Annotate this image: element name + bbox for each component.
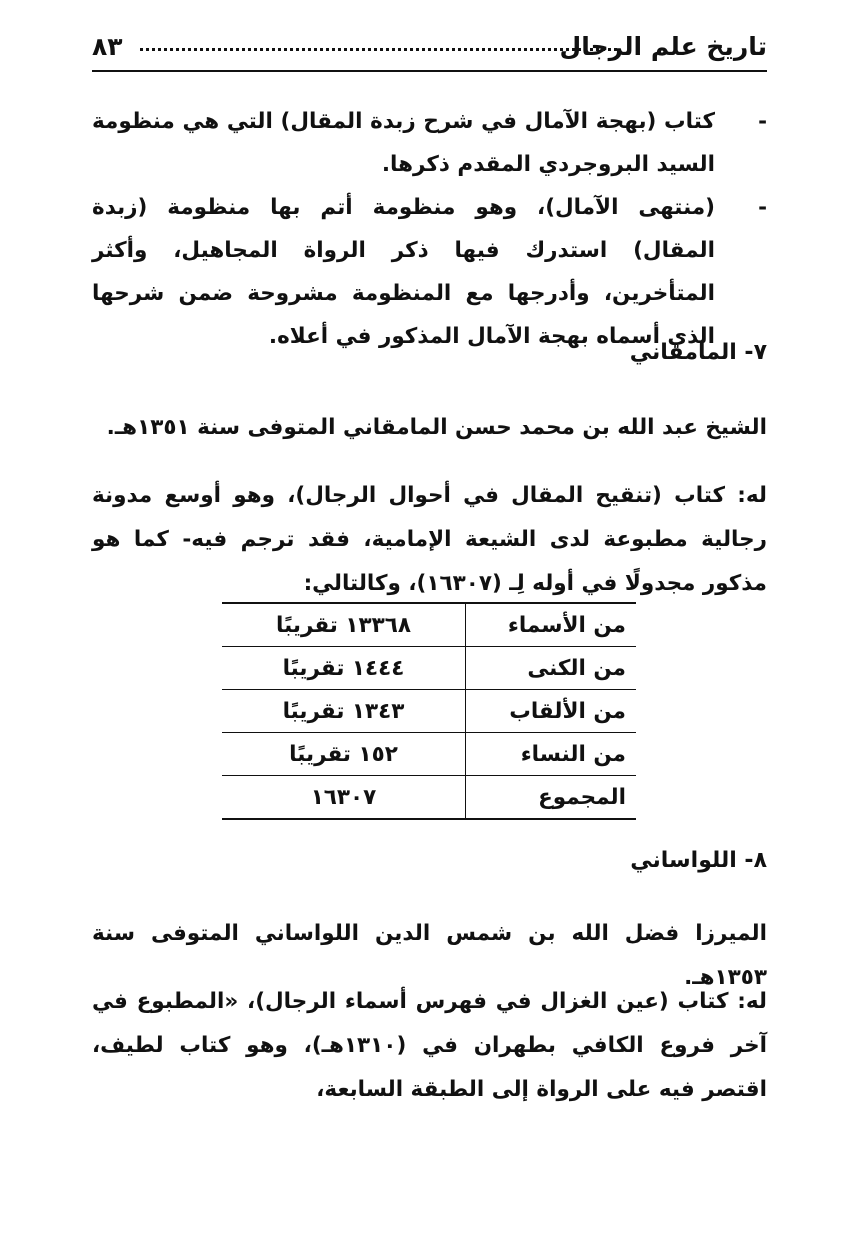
table-cell-value: ١٣٤٣ تقريبًا (222, 690, 466, 733)
section-heading-lawasani: ٨- اللواساني (630, 848, 767, 873)
narrators-count-table (222, 602, 636, 820)
work-description-mamaqani: له: كتاب (تنقيح المقال في أحوال الرجال)، وهو أوسع مدونة رجالية مطبوعة لدى الشيعة الإمامية، فقد ترجم فيه- كما هو مذكور مجدولًا في أوله لِـ (١٦٣٠٧)، وكالتالي: (92, 483, 767, 596)
table-cell-label: من الألقاب (466, 690, 637, 733)
table-row (222, 776, 636, 820)
header-title: تاريخ علم الرجال (559, 32, 767, 61)
table-row (222, 733, 636, 776)
list-item (92, 186, 767, 358)
table-cell-value: ١٣٣٦٨ تقريبًا (222, 603, 466, 647)
table-row (222, 603, 636, 647)
table-cell-label: المجموع (466, 776, 637, 820)
biography-mamaqani: الشيخ عبد الله بن محمد حسن المامقاني المتوفى سنة ١٣٥١هـ. (106, 415, 767, 440)
table-cell-value: ١٤٤٤ تقريبًا (222, 647, 466, 690)
list-item-text: (منتهى الآمال)، وهو منظومة أتم بها منظومة (زبدة المقال) استدرك فيها ذكر الرواة المجاهيل، وأكثر المتأخرين، وأدرجها مع المنظومة مشروحة ضمن شرحها الذي أسماه بهجة الآمال المذكور في أعلاه. (92, 195, 715, 349)
page-number: ٨٣ (92, 32, 123, 61)
table-cell-label: من الأسماء (466, 603, 637, 647)
biography-lawasani: الميرزا فضل الله بن شمس الدين اللواساني المتوفى سنة ١٣٥٣هـ. (92, 921, 767, 990)
bullet-dash: - (758, 109, 767, 134)
table-cell-label: من النساء (466, 733, 637, 776)
bullet-dash: - (758, 195, 767, 220)
header-dot-leader (140, 48, 617, 51)
table-row (222, 647, 636, 690)
section-heading-mamaqani: ٧- المامقاني (629, 340, 767, 365)
table-cell-label: من الكنى (466, 647, 637, 690)
table-row (222, 690, 636, 733)
bullet-list (92, 100, 767, 358)
running-header (92, 30, 767, 72)
work-description-lawasani: له: كتاب (عين الغزال في فهرس أسماء الرجال)، «المطبوع في آخر فروع الكافي بطهران في (١٣١٠هـ)، وهو كتاب لطيف، اقتصر فيه على الرواة إلى الطبقة السابعة، (92, 989, 767, 1102)
list-item (92, 100, 767, 186)
table-cell-value: ١٦٣٠٧ (222, 776, 466, 820)
table-cell-value: ١٥٢ تقريبًا (222, 733, 466, 776)
list-item-text: كتاب (بهجة الآمال في شرح زبدة المقال) التي هي منظومة السيد البروجردي المقدم ذكرها. (92, 109, 715, 177)
